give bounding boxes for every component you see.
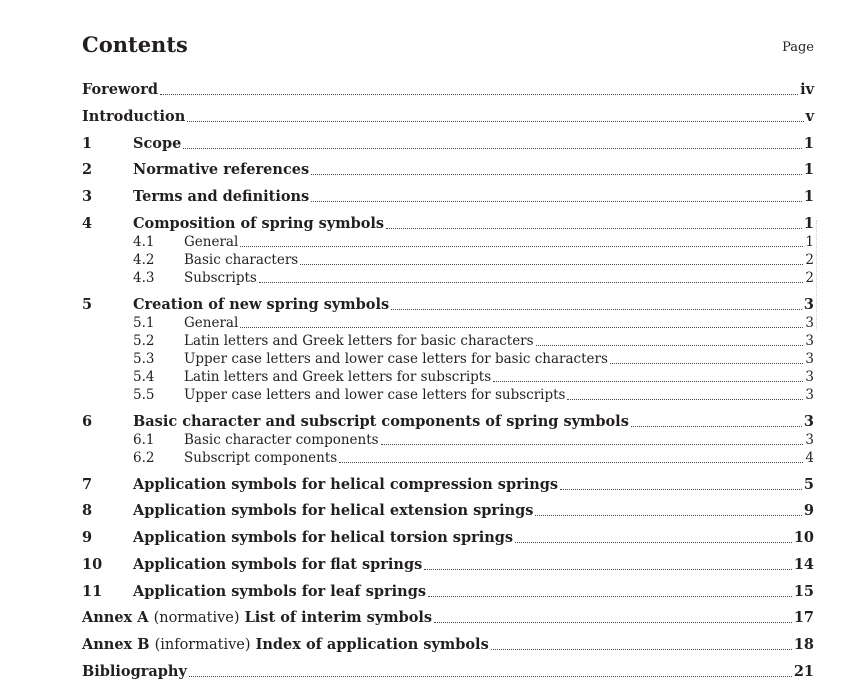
toc-number: 5 bbox=[82, 296, 93, 313]
page-title: Contents bbox=[82, 32, 188, 57]
toc-title: Basic character and subscript components of spring symbols bbox=[133, 413, 629, 430]
dot-leader bbox=[567, 398, 803, 400]
toc-number: 5.2 bbox=[133, 333, 155, 349]
dot-leader bbox=[535, 514, 801, 516]
toc-entry-5-4[interactable] bbox=[82, 368, 814, 386]
toc-entry-5-2[interactable] bbox=[82, 332, 814, 350]
toc-title: Application symbols for helical extension springs bbox=[133, 502, 534, 519]
toc-entry-introduction[interactable] bbox=[82, 108, 814, 126]
toc-title: Composition of spring symbols bbox=[133, 215, 385, 232]
toc-entry-annex-b[interactable] bbox=[82, 636, 814, 654]
toc-title: Basic character components bbox=[184, 432, 379, 448]
toc-entry-1[interactable] bbox=[82, 135, 814, 153]
toc-page: 3 bbox=[805, 387, 814, 403]
dot-leader bbox=[610, 362, 804, 364]
toc-number: 5.3 bbox=[133, 351, 155, 367]
toc-title: Application symbols for leaf springs bbox=[133, 583, 427, 600]
dot-leader bbox=[386, 227, 802, 229]
toc-number: 4.2 bbox=[133, 252, 155, 268]
toc-number: 4.1 bbox=[133, 234, 155, 250]
toc-number: 10 bbox=[82, 556, 103, 573]
dot-leader bbox=[187, 120, 803, 122]
dot-leader bbox=[515, 541, 792, 543]
dot-leader bbox=[300, 263, 803, 265]
dot-leader bbox=[381, 443, 804, 445]
toc-entry-11[interactable] bbox=[82, 583, 814, 601]
toc-page: 2 bbox=[805, 270, 814, 286]
toc-entry-4-1[interactable] bbox=[82, 233, 814, 251]
toc-number: 6.2 bbox=[133, 450, 155, 466]
toc-title: Normative references bbox=[133, 161, 310, 178]
toc-title: Bibliography bbox=[82, 663, 187, 680]
toc-entry-2[interactable] bbox=[82, 161, 814, 179]
toc-number: 5.4 bbox=[133, 369, 155, 385]
toc-page: 1 bbox=[803, 215, 814, 232]
toc-entry-6[interactable] bbox=[82, 413, 814, 431]
toc-title: Application symbols for flat springs bbox=[133, 556, 423, 573]
dot-leader bbox=[391, 308, 802, 310]
dot-leader bbox=[339, 461, 803, 463]
toc-entry-4-3[interactable] bbox=[82, 269, 814, 287]
toc-title: Subscript components bbox=[184, 450, 338, 466]
dot-leader bbox=[560, 488, 802, 490]
toc-page: iv bbox=[800, 81, 814, 98]
toc-entry-6-2[interactable] bbox=[82, 449, 814, 467]
toc-title: Latin letters and Greek letters for basic characters bbox=[184, 333, 534, 349]
dot-leader bbox=[240, 245, 803, 247]
toc-page: 3 bbox=[805, 333, 814, 349]
toc-entry-10[interactable] bbox=[82, 556, 814, 574]
toc-number: 6.1 bbox=[133, 432, 155, 448]
toc-entry-4-2[interactable] bbox=[82, 251, 814, 269]
toc-number: 4.3 bbox=[133, 270, 155, 286]
toc-entry-5[interactable] bbox=[82, 296, 814, 314]
toc-page: 1 bbox=[805, 234, 814, 250]
toc-title: Creation of new spring symbols bbox=[133, 296, 390, 313]
toc-page: 15 bbox=[793, 583, 814, 600]
toc-page: 17 bbox=[793, 609, 814, 626]
toc-number: 8 bbox=[82, 502, 93, 519]
toc-page: 1 bbox=[803, 161, 814, 178]
dot-leader bbox=[311, 200, 802, 202]
dot-leader bbox=[183, 147, 802, 149]
toc-title: Terms and definitions bbox=[133, 188, 310, 205]
toc-page: 14 bbox=[793, 556, 814, 573]
toc-number: 11 bbox=[82, 583, 103, 600]
dot-leader bbox=[189, 675, 792, 677]
annex-label: Annex A bbox=[82, 609, 149, 626]
dot-leader bbox=[259, 281, 804, 283]
toc-number: 7 bbox=[82, 476, 93, 493]
toc-entry-9[interactable] bbox=[82, 529, 814, 547]
toc-number: 1 bbox=[82, 135, 93, 152]
toc-page: 3 bbox=[803, 413, 814, 430]
dot-leader bbox=[491, 648, 792, 650]
toc-entry-6-1[interactable] bbox=[82, 431, 814, 449]
annex-type: (normative) bbox=[153, 610, 240, 626]
toc-page: 18 bbox=[793, 636, 814, 653]
dot-leader bbox=[311, 173, 802, 175]
toc-entry-5-5[interactable] bbox=[82, 386, 814, 404]
toc-title: General bbox=[184, 315, 239, 331]
page-edge-mark bbox=[816, 220, 820, 330]
toc-entry-8[interactable] bbox=[82, 502, 814, 520]
toc-title: Introduction bbox=[82, 108, 186, 125]
toc-entry-7[interactable] bbox=[82, 476, 814, 494]
toc-number: 9 bbox=[82, 529, 93, 546]
toc-page: 3 bbox=[805, 315, 814, 331]
dot-leader bbox=[631, 425, 802, 427]
dot-leader bbox=[536, 344, 804, 346]
toc-entry-bibliography[interactable] bbox=[82, 663, 814, 681]
annex-type: (informative) bbox=[154, 637, 251, 653]
toc-page: 3 bbox=[805, 351, 814, 367]
annex-title: Index of application symbols bbox=[255, 636, 489, 653]
toc-title: Scope bbox=[133, 135, 182, 152]
toc-entry-5-3[interactable] bbox=[82, 350, 814, 368]
annex-title: List of interim symbols bbox=[244, 609, 433, 626]
dot-leader bbox=[428, 595, 792, 597]
toc-title: Application symbols for helical compression springs bbox=[133, 476, 559, 493]
toc-page: 4 bbox=[805, 450, 814, 466]
toc-entry-annex-a[interactable] bbox=[82, 609, 814, 627]
toc-page: 2 bbox=[805, 252, 814, 268]
toc-page: 3 bbox=[805, 432, 814, 448]
toc-page: 3 bbox=[805, 369, 814, 385]
toc-title: Foreword bbox=[82, 81, 158, 98]
dot-leader bbox=[240, 326, 803, 328]
toc-entry-5-1[interactable] bbox=[82, 314, 814, 332]
toc-page: 1 bbox=[803, 135, 814, 152]
dot-leader bbox=[493, 380, 803, 382]
annex-label: Annex B bbox=[82, 636, 150, 653]
toc-number: 2 bbox=[82, 161, 93, 178]
toc-entry-foreword[interactable] bbox=[82, 81, 814, 99]
toc-number: 3 bbox=[82, 188, 93, 205]
toc-page: 5 bbox=[803, 476, 814, 493]
dot-leader bbox=[434, 621, 792, 623]
toc-page: 21 bbox=[793, 663, 814, 680]
page-column-label: Page bbox=[782, 40, 814, 55]
toc-title: Latin letters and Greek letters for subscripts bbox=[184, 369, 492, 385]
dot-leader bbox=[424, 568, 792, 570]
toc-title bbox=[82, 609, 432, 627]
dot-leader bbox=[160, 93, 798, 95]
toc-page: 9 bbox=[803, 502, 814, 519]
toc-page: 10 bbox=[793, 529, 814, 546]
toc-entry-4[interactable] bbox=[82, 215, 814, 233]
toc-title: General bbox=[184, 234, 239, 250]
toc-title bbox=[82, 636, 489, 654]
toc-title: Upper case letters and lower case letters for basic characters bbox=[184, 351, 608, 367]
toc-page: v bbox=[805, 108, 814, 125]
toc-number: 4 bbox=[82, 215, 93, 232]
toc-page: 3 bbox=[803, 296, 814, 313]
toc-title: Subscripts bbox=[184, 270, 257, 286]
toc-number: 5.5 bbox=[133, 387, 155, 403]
toc-title: Application symbols for helical torsion springs bbox=[133, 529, 514, 546]
toc-number: 6 bbox=[82, 413, 93, 430]
toc-number: 5.1 bbox=[133, 315, 155, 331]
toc-entry-3[interactable] bbox=[82, 188, 814, 206]
toc-title: Basic characters bbox=[184, 252, 299, 268]
toc-title: Upper case letters and lower case letters for subscripts bbox=[184, 387, 566, 403]
toc-page: 1 bbox=[803, 188, 814, 205]
